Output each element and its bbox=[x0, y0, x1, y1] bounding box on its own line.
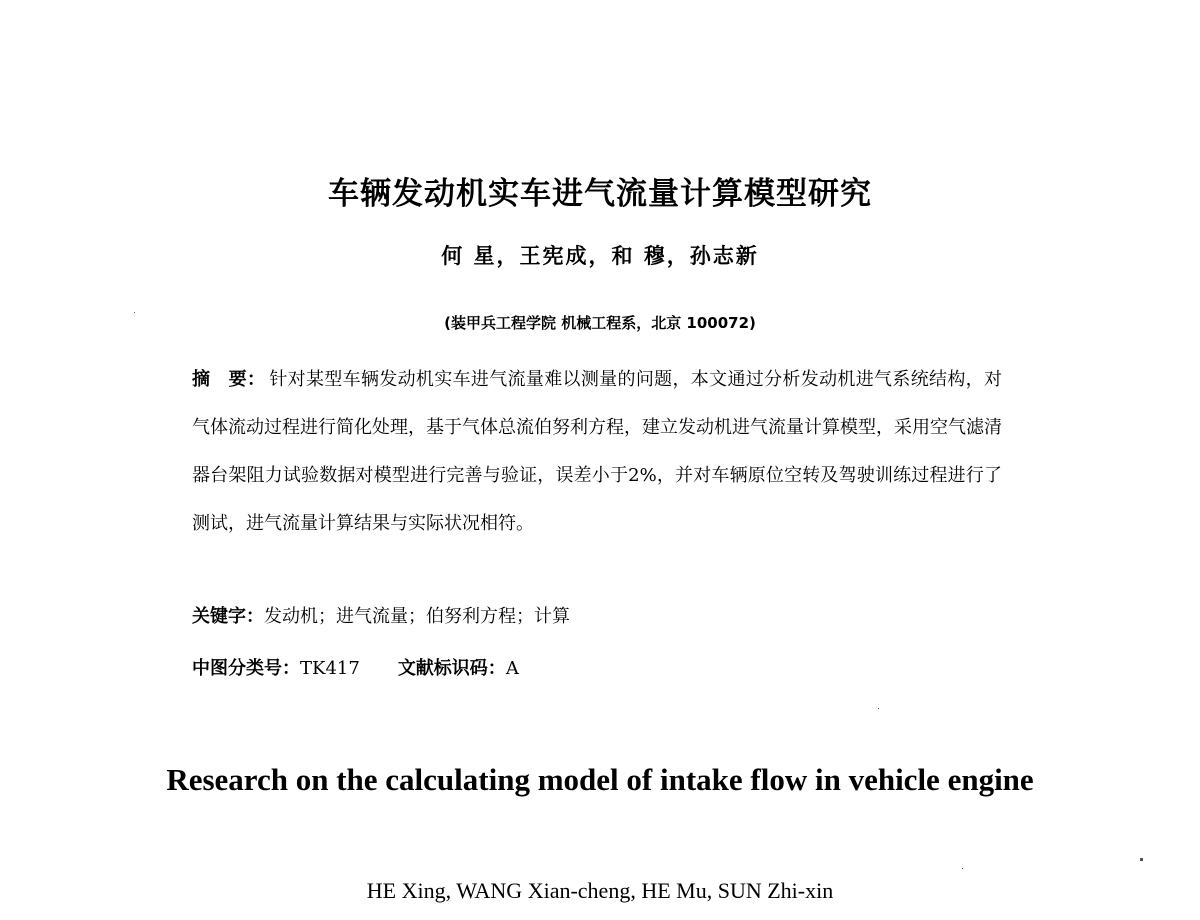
keywords-text: 发动机；进气流量；伯努利方程；计算 bbox=[264, 606, 570, 627]
document-code-label: 文献标识码： bbox=[397, 658, 506, 679]
keywords-line bbox=[192, 602, 1002, 628]
clc-label: 中图分类号： bbox=[192, 658, 300, 679]
clc-value: TK417 bbox=[300, 658, 360, 679]
abstract-text: 针对某型车辆发动机实车进气流量难以测量的问题，本文通过分析发动机进气系统结构，对气体流动过程进行简化处理，基于气体总流伯努利方程，建立发动机进气流量计算模型，采用空气滤清器台架阻力试验数据对模型进行完善与验证，误差小于2%，并对车辆原位空转及驾驶训练过程进行了测试，进气流量计算结果与实际状况相符。 bbox=[192, 369, 1003, 534]
classification-line bbox=[192, 654, 1002, 680]
abstract-label: 摘 要： bbox=[192, 369, 266, 390]
chinese-authors: 何 星，王宪成，和 穆，孙志新 bbox=[441, 244, 759, 268]
scan-speck bbox=[1140, 858, 1143, 861]
abstract-block bbox=[192, 356, 1002, 548]
document-code-value: A bbox=[505, 658, 519, 679]
english-authors: HE Xing, WANG Xian-cheng, HE Mu, SUN Zhi-xin bbox=[366, 878, 834, 903]
keywords-label: 关键字： bbox=[192, 606, 264, 627]
scan-speck bbox=[134, 312, 135, 313]
scan-speck bbox=[878, 708, 879, 709]
chinese-title: 车辆发动机实车进气流量计算模型研究 bbox=[328, 176, 872, 212]
english-title: Research on the calculating model of intake flow in vehicle engine bbox=[166, 762, 1034, 797]
scan-speck bbox=[962, 868, 963, 869]
chinese-affiliation: (装甲兵工程学院 机械工程系，北京 100072) bbox=[444, 314, 756, 332]
